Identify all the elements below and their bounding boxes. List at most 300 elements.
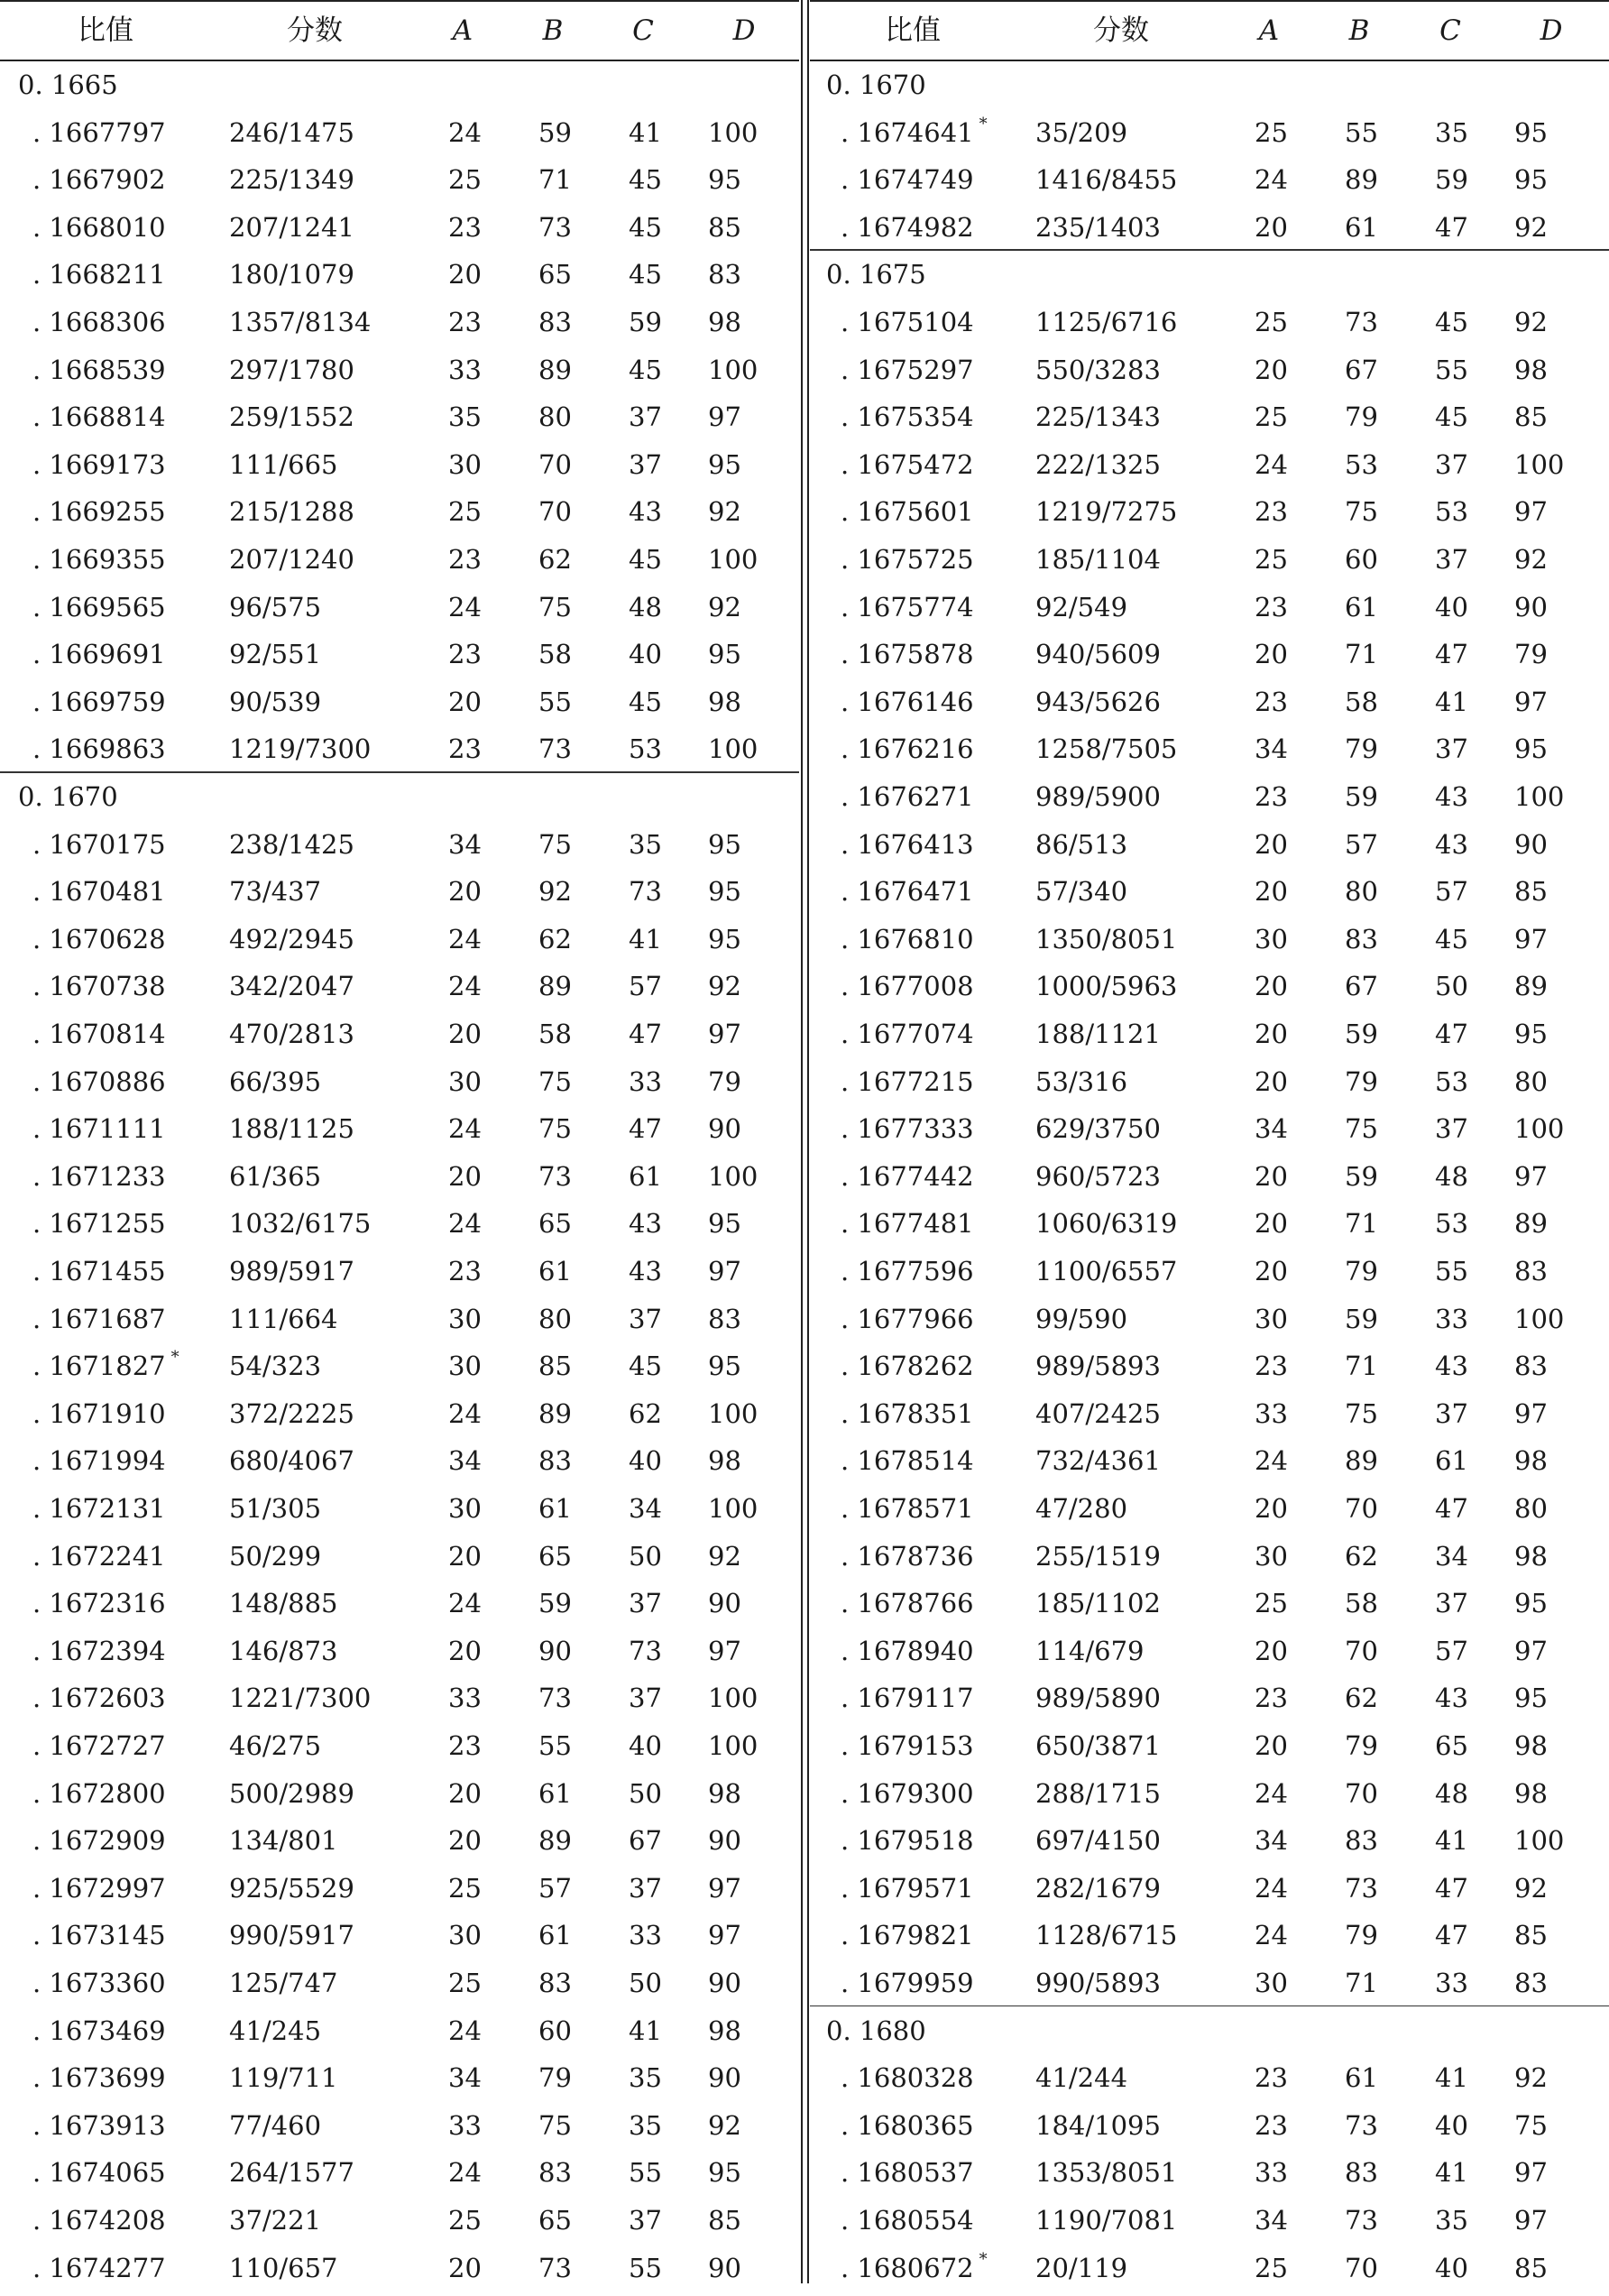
cell-b xyxy=(538,1390,572,1437)
cell-b xyxy=(538,1674,572,1721)
table-row xyxy=(810,204,1609,252)
cell-d xyxy=(1514,1722,1548,1769)
cell-value: 92 xyxy=(708,971,741,1002)
cell-value: . 1672316 xyxy=(32,1588,166,1619)
cell-c xyxy=(629,821,662,868)
cell-fraction xyxy=(1035,1058,1127,1105)
cell-value: 60 xyxy=(1345,544,1378,575)
cell-value: 85 xyxy=(708,211,741,243)
cell-fraction xyxy=(229,441,337,488)
cell-value: 83 xyxy=(1514,1351,1548,1382)
cell-d xyxy=(708,204,741,251)
cell-value: 37 xyxy=(629,401,662,433)
cell-d xyxy=(1514,868,1548,915)
cell-value: 24 xyxy=(1255,1445,1288,1477)
cell-value: 23 xyxy=(448,1256,482,1286)
cell-fraction xyxy=(1035,2197,1177,2244)
cell-value: . 1670481 xyxy=(32,876,166,908)
cell-d xyxy=(708,1627,741,1674)
cell-ratio xyxy=(841,1010,974,1057)
cell-value: 37 xyxy=(629,1588,662,1619)
cell-b xyxy=(538,1248,572,1295)
cell-a xyxy=(448,1959,482,2006)
table-row xyxy=(810,1485,1609,1533)
cell-value: 134/801 xyxy=(229,1825,338,1857)
cell-b xyxy=(538,1912,572,1959)
cell-value: 61 xyxy=(1345,211,1378,243)
cell-b xyxy=(538,1485,572,1532)
cell-value: 40 xyxy=(629,1445,662,1477)
cell-d xyxy=(1514,204,1548,251)
cell-a xyxy=(1255,1627,1288,1674)
cell-c xyxy=(1435,346,1468,393)
cell-a xyxy=(448,1153,482,1200)
cell-value: 97 xyxy=(708,401,741,433)
cell-value: . 1671827 xyxy=(32,1351,166,1382)
cell-d xyxy=(708,1058,741,1105)
cell-value: 45 xyxy=(1435,307,1468,337)
cell-value: . 1680328 xyxy=(841,2062,974,2094)
cell-fraction xyxy=(229,393,354,440)
cell-value: 45 xyxy=(629,164,662,196)
cell-a xyxy=(1255,441,1288,488)
cell-c xyxy=(629,1248,662,1295)
cell-value: . 1676271 xyxy=(841,781,974,812)
cell-value: 40 xyxy=(629,1730,662,1761)
cell-value: 83 xyxy=(538,1968,572,1998)
cell-d xyxy=(1514,1912,1548,1959)
table-row xyxy=(0,1770,799,1818)
cell-value: 650/3871 xyxy=(1035,1730,1161,1761)
cell-value: 23 xyxy=(448,733,482,765)
table-row xyxy=(0,1865,799,1913)
cell-value: 46/275 xyxy=(229,1730,322,1761)
cell-value: 1100/6557 xyxy=(1035,1256,1178,1286)
cell-d xyxy=(708,299,741,346)
cell-c xyxy=(1435,299,1468,346)
cell-value: 24 xyxy=(1255,164,1288,196)
cell-value: 95 xyxy=(1514,1683,1548,1714)
table-row xyxy=(0,251,799,299)
cell-value: 33 xyxy=(629,1920,662,1951)
table-row xyxy=(810,1296,1609,1343)
table-row xyxy=(0,1912,799,1959)
cell-c xyxy=(1435,868,1468,915)
cell-b xyxy=(538,1153,572,1200)
table-row xyxy=(0,1010,799,1058)
cell-fraction xyxy=(229,1627,337,1674)
cell-value: 97 xyxy=(1514,923,1548,954)
cell-c xyxy=(629,1722,662,1769)
cell-c xyxy=(629,393,662,440)
footnote-mark: * xyxy=(979,114,988,134)
cell-fraction xyxy=(229,868,321,915)
cell-value: . 1678736 xyxy=(841,1540,974,1572)
cell-value: 43 xyxy=(1435,1351,1468,1382)
cell-value: 1032/6175 xyxy=(229,1208,372,1240)
cell-ratio xyxy=(32,2149,166,2196)
cell-ratio xyxy=(841,678,974,725)
cell-fraction xyxy=(229,536,354,583)
cell-b xyxy=(538,488,572,535)
cell-b xyxy=(1345,346,1378,393)
cell-a xyxy=(1255,678,1288,725)
cell-ratio xyxy=(32,536,166,583)
cell-b xyxy=(1345,1342,1378,1389)
table-row xyxy=(810,963,1609,1010)
cell-b xyxy=(1345,678,1378,725)
cell-value: 30 xyxy=(448,1493,482,1524)
cell-value: 264/1577 xyxy=(229,2157,354,2189)
cell-d xyxy=(1514,631,1548,678)
cell-c xyxy=(629,1959,662,2006)
cell-value: 37 xyxy=(629,1872,662,1904)
cell-d xyxy=(1514,1865,1548,1912)
cell-value: 57 xyxy=(1345,828,1378,860)
cell-value: 24 xyxy=(448,591,482,622)
cell-c xyxy=(1435,1437,1468,1484)
cell-value: 25 xyxy=(1255,401,1288,433)
cell-ratio xyxy=(841,2245,988,2291)
cell-c xyxy=(629,1674,662,1721)
cell-a xyxy=(1255,1674,1288,1721)
cell-a xyxy=(1255,1390,1288,1437)
cell-value: . 1672727 xyxy=(32,1730,166,1761)
table-row xyxy=(810,488,1609,536)
cell-value: . 1675297 xyxy=(841,354,974,385)
cell-value: 45 xyxy=(629,686,662,717)
cell-value: 550/3283 xyxy=(1035,354,1161,385)
cell-value: 83 xyxy=(1514,1256,1548,1286)
cell-value: 73 xyxy=(1345,1872,1378,1904)
cell-b xyxy=(1345,1296,1378,1342)
cell-b xyxy=(538,2102,572,2149)
cell-a xyxy=(448,1580,482,1627)
cell-fraction xyxy=(1035,916,1177,963)
cell-value: 71 xyxy=(1345,639,1378,670)
group-rule xyxy=(810,2006,1609,2007)
cell-value: 57 xyxy=(1435,876,1468,908)
table-row xyxy=(0,1722,799,1770)
cell-fraction xyxy=(229,2054,337,2101)
cell-a xyxy=(1255,204,1288,251)
cell-value: 114/679 xyxy=(1035,1635,1145,1666)
cell-value: 33 xyxy=(1255,1397,1288,1429)
cell-value: 184/1095 xyxy=(1035,2109,1161,2141)
cell-value: 25 xyxy=(448,496,482,528)
cell-value: 83 xyxy=(708,1303,741,1334)
cell-value: 1060/6319 xyxy=(1035,1208,1178,1240)
cell-a xyxy=(1255,1770,1288,1817)
table-row xyxy=(810,678,1609,726)
cell-value: 25 xyxy=(1255,544,1288,575)
cell-value: 20 xyxy=(1255,211,1288,243)
cell-value: 35 xyxy=(629,2109,662,2141)
header-a: A xyxy=(1258,14,1280,47)
cell-a xyxy=(1255,2102,1288,2149)
cell-value: 73 xyxy=(1345,2205,1378,2236)
cell-value: . 1667797 xyxy=(32,116,166,148)
cell-value: 20 xyxy=(448,259,482,290)
cell-value: 20 xyxy=(1255,1730,1288,1761)
table-row xyxy=(810,109,1609,157)
cell-b xyxy=(1345,488,1378,535)
cell-value: 73 xyxy=(1345,307,1378,337)
cell-c xyxy=(1435,1865,1468,1912)
cell-value: . 1671233 xyxy=(32,1160,166,1192)
cell-ratio xyxy=(841,204,974,251)
cell-value: 75 xyxy=(538,591,572,622)
table-row xyxy=(810,1912,1609,1959)
cell-fraction xyxy=(229,631,321,678)
cell-value: 98 xyxy=(1514,1445,1548,1477)
cell-value: 53 xyxy=(1435,496,1468,528)
cell-b xyxy=(538,1200,572,1247)
cell-c xyxy=(1435,1817,1468,1864)
cell-value: 53/316 xyxy=(1035,1065,1128,1097)
cell-value: 79 xyxy=(708,1065,741,1097)
cell-value: 83 xyxy=(1345,923,1378,954)
cell-value: 95 xyxy=(1514,1019,1548,1049)
cell-value: 24 xyxy=(448,1113,482,1145)
cell-value: . 1676413 xyxy=(841,828,974,860)
cell-ratio xyxy=(32,821,166,868)
cell-value: 83 xyxy=(708,259,741,290)
cell-value: 62 xyxy=(1345,1683,1378,1714)
cell-value: 97 xyxy=(1514,496,1548,528)
cell-ratio xyxy=(841,441,974,488)
footnote-mark: * xyxy=(170,1348,179,1368)
cell-value: 71 xyxy=(1345,1968,1378,1998)
cell-value: . 1674208 xyxy=(32,2205,166,2236)
cell-value: 20 xyxy=(1255,639,1288,670)
cell-value: 24 xyxy=(1255,448,1288,480)
cell-value: 59 xyxy=(1435,164,1468,196)
cell-b xyxy=(1345,631,1378,678)
cell-value: 34 xyxy=(1255,1113,1288,1145)
cell-a xyxy=(448,1296,482,1342)
table-row xyxy=(0,1485,799,1533)
cell-a xyxy=(448,251,482,298)
cell-a xyxy=(1255,1296,1288,1342)
cell-a xyxy=(1255,1817,1288,1864)
cell-c xyxy=(1435,204,1468,251)
cell-d xyxy=(708,821,741,868)
cell-d xyxy=(1514,1105,1564,1152)
table-row xyxy=(0,821,799,869)
cell-value: . 1668211 xyxy=(32,259,166,290)
cell-value: 35 xyxy=(629,2062,662,2094)
cell-c xyxy=(1435,393,1468,440)
cell-a xyxy=(1255,1912,1288,1959)
cell-value: 97 xyxy=(708,1872,741,1904)
cell-b xyxy=(538,1580,572,1627)
cell-d xyxy=(708,441,741,488)
cell-value: 25 xyxy=(448,1968,482,1998)
cell-value: 25 xyxy=(1255,2252,1288,2283)
header-rule xyxy=(0,60,799,61)
cell-value: . 1670886 xyxy=(32,1065,166,1097)
table-row xyxy=(810,631,1609,678)
cell-value: . 1671255 xyxy=(32,1208,166,1240)
cell-value: 97 xyxy=(708,1635,741,1666)
cell-value: 75 xyxy=(1345,1397,1378,1429)
cell-ratio xyxy=(841,1200,974,1247)
cell-value: 188/1125 xyxy=(229,1113,354,1145)
cell-value: 89 xyxy=(1345,1445,1378,1477)
cell-value: 33 xyxy=(448,1683,482,1714)
cell-value: 1416/8455 xyxy=(1035,164,1178,196)
cell-b xyxy=(1345,1770,1378,1817)
cell-ratio xyxy=(32,2197,166,2244)
cell-value: 92 xyxy=(708,2109,741,2141)
cell-value: 37 xyxy=(1435,1588,1468,1619)
cell-value: 92 xyxy=(708,591,741,622)
cell-value: 57/340 xyxy=(1035,876,1128,908)
cell-b xyxy=(538,536,572,583)
cell-fraction xyxy=(1035,441,1161,488)
cell-d xyxy=(1514,536,1548,583)
cell-value: 342/2047 xyxy=(229,971,354,1002)
column-divider xyxy=(807,0,809,2283)
cell-value: . 1670628 xyxy=(32,923,166,954)
cell-value: 24 xyxy=(448,2015,482,2046)
cell-c xyxy=(1435,488,1468,535)
cell-value: 40 xyxy=(629,639,662,670)
cell-a xyxy=(1255,1200,1288,1247)
cell-c xyxy=(629,1010,662,1057)
cell-value: 89 xyxy=(538,1397,572,1429)
cell-ratio xyxy=(841,1912,974,1959)
cell-value: 77/460 xyxy=(229,2109,322,2141)
cell-value: 35 xyxy=(1435,2205,1468,2236)
cell-value: 960/5723 xyxy=(1035,1160,1161,1192)
cell-value: 45 xyxy=(629,1351,662,1382)
cell-a xyxy=(448,725,482,772)
cell-value: 37 xyxy=(629,1303,662,1334)
cell-value: 98 xyxy=(708,2015,741,2046)
table-row xyxy=(810,1010,1609,1058)
cell-value: 100 xyxy=(708,1730,759,1761)
cell-value: 92 xyxy=(538,876,572,908)
cell-value: 58 xyxy=(538,1019,572,1049)
cell-value: 73 xyxy=(538,2252,572,2283)
cell-value: 37 xyxy=(629,2205,662,2236)
cell-value: 20 xyxy=(1255,1065,1288,1097)
cell-fraction xyxy=(229,1722,321,1769)
cell-a xyxy=(448,2007,482,2054)
cell-a xyxy=(448,1200,482,1247)
cell-value: 20 xyxy=(448,1635,482,1666)
cell-value: 62 xyxy=(1345,1540,1378,1572)
cell-c xyxy=(1435,536,1468,583)
cell-value: . 1671994 xyxy=(32,1445,166,1477)
table-row xyxy=(810,773,1609,821)
cell-ratio xyxy=(841,821,974,868)
header-b: B xyxy=(542,14,564,47)
cell-a xyxy=(448,1817,482,1864)
cell-value: 58 xyxy=(1345,686,1378,717)
cell-value: 23 xyxy=(448,1730,482,1761)
cell-value: 255/1519 xyxy=(1035,1540,1161,1572)
cell-ratio xyxy=(32,251,166,298)
cell-value: 100 xyxy=(708,1397,759,1429)
cell-d xyxy=(1514,1248,1548,1295)
cell-c xyxy=(629,1865,662,1912)
cell-ratio xyxy=(32,1390,166,1437)
cell-ratio xyxy=(841,868,974,915)
cell-d xyxy=(1514,1342,1548,1389)
cell-value: 75 xyxy=(1345,1113,1378,1145)
cell-value: 97 xyxy=(1514,1635,1548,1666)
table-row xyxy=(810,1580,1609,1627)
cell-fraction xyxy=(1035,584,1127,631)
cell-fraction xyxy=(229,678,321,725)
cell-value: 20 xyxy=(448,686,482,717)
cell-value: 25 xyxy=(1255,1588,1288,1619)
table-row xyxy=(0,2054,799,2102)
cell-value: . 1679117 xyxy=(841,1683,974,1714)
cell-value: 95 xyxy=(708,164,741,196)
cell-value: 57 xyxy=(538,1872,572,1904)
cell-value: 24 xyxy=(448,971,482,1002)
cell-value: 500/2989 xyxy=(229,1777,354,1809)
cell-value: 37 xyxy=(1435,544,1468,575)
cell-value: . 1675725 xyxy=(841,544,974,575)
cell-ratio xyxy=(841,2149,974,2196)
cell-d xyxy=(1514,488,1548,535)
cell-b xyxy=(538,916,572,963)
cell-value: 65 xyxy=(538,2205,572,2236)
cell-ratio xyxy=(841,2102,974,2149)
cell-value: 71 xyxy=(1345,1208,1378,1240)
cell-value: 97 xyxy=(1514,686,1548,717)
cell-c xyxy=(1435,1485,1468,1532)
cell-value: 79 xyxy=(1345,401,1378,433)
cell-d xyxy=(708,2007,741,2054)
cell-ratio xyxy=(841,916,974,963)
cell-d xyxy=(1514,156,1548,203)
cell-value: 1219/7300 xyxy=(229,733,372,765)
cell-value: 30 xyxy=(448,1351,482,1382)
cell-ratio xyxy=(32,916,166,963)
cell-b xyxy=(1345,299,1378,346)
table-row xyxy=(0,346,799,394)
cell-c xyxy=(1435,156,1468,203)
cell-value: 97 xyxy=(1514,2205,1548,2236)
cell-ratio xyxy=(32,1058,166,1105)
cell-ratio xyxy=(32,631,166,678)
cell-d xyxy=(708,2149,741,2196)
cell-value: 20 xyxy=(448,1540,482,1572)
cell-b xyxy=(538,109,572,156)
table-row xyxy=(810,1533,1609,1581)
table-row xyxy=(810,1342,1609,1390)
cell-value: 925/5529 xyxy=(229,1872,354,1904)
cell-b xyxy=(1345,1485,1378,1532)
cell-value: 61 xyxy=(1435,1445,1468,1477)
cell-value: 73 xyxy=(538,211,572,243)
cell-ratio xyxy=(32,1674,166,1721)
cell-b xyxy=(1345,916,1378,963)
table-row xyxy=(0,2102,799,2150)
cell-value: 95 xyxy=(708,828,741,860)
table-row xyxy=(810,2245,1609,2292)
cell-d xyxy=(708,2245,741,2291)
cell-value: 111/664 xyxy=(229,1303,338,1334)
cell-value: 73 xyxy=(538,733,572,765)
cell-value: 79 xyxy=(1345,733,1378,765)
